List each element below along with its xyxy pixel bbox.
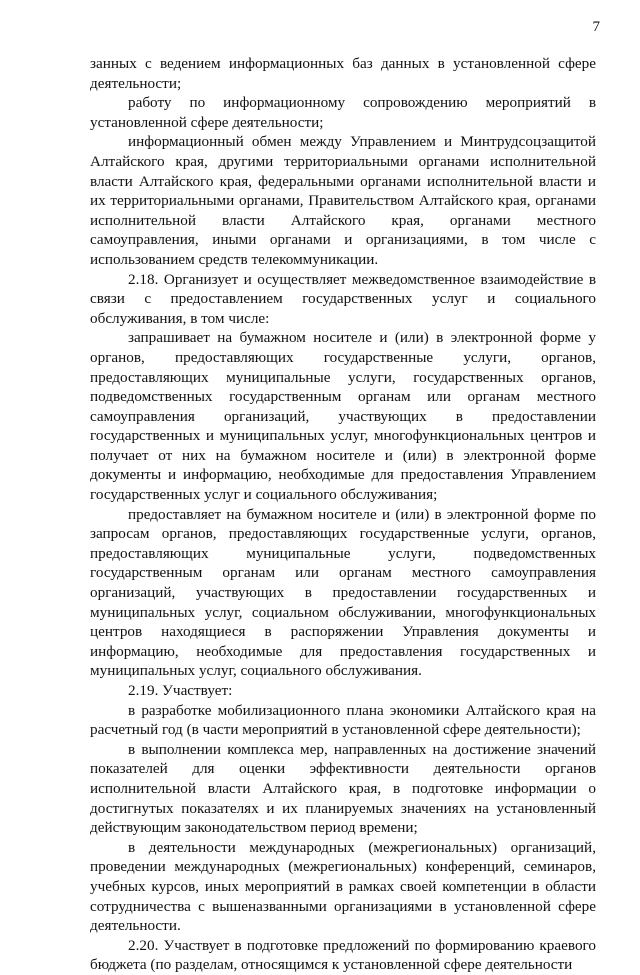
paragraph: информационный обмен между Управлением и Минтрудсоцзащитой Алтайского края, другими территориальными органами исполнительной власти Алтайского края, федеральными органами исполнительной власти и их территориальными органами, Правительством Алтайского края, органами исполнительной власти Алтайского края, органами местного самоуправления, иными органами и организациями, в том числе с использованием средств телекоммуникации. bbox=[90, 133, 596, 268]
paragraph: занных с ведением информационных баз данных в установленной сфере деятельности; bbox=[90, 55, 596, 92]
paragraph: 2.19. Участвует: bbox=[128, 682, 233, 699]
paragraph: 2.20. Участвует в подготовке предложений по формированию краевого бюджета (по разделам, относящимся к установленной сфере деятельности bbox=[90, 936, 596, 974]
page-number: 7 bbox=[592, 19, 600, 35]
document-body bbox=[90, 54, 596, 975]
paragraph: работу по информационному сопровождению мероприятий в установленной сфере деятельности; bbox=[90, 94, 596, 131]
paragraph: в деятельности международных (межрегиональных) организаций, проведении международных (межрегиональных) конференций, семинаров, учебных курсов, иных мероприятий в рамках своей компетенции в области сотрудничества с вышеназванными организациями в установленной сфере деятельности. bbox=[90, 838, 596, 935]
paragraph: запрашивает на бумажном носителе и (или) в электронной форме у органов, предоставляющих государственные услуги, органов, предоставляющих муниципальные услуги, государственных органов, подведомственных государственным органам или органам местного самоуправления организаций, участвующих в предоставлении государственных и муниципальных услуг, многофункциональных центров и получает от них на бумажном носителе и (или) в электронной форме документы и информацию, необходимые для предоставления Управлением государственных услуг и социального обслуживания; bbox=[90, 329, 596, 504]
paragraph: в разработке мобилизационного плана экономики Алтайского края на расчетный год (в части мероприятий в установленной сфере деятельности); bbox=[90, 701, 596, 739]
paragraph: предоставляет на бумажном носителе и (или) в электронной форме по запросам органов, предоставляющих государственные услуги, органов, предоставляющих муниципальные услуги, подведомственных государственным органам или органам местного самоуправления организаций, участвующих в предоставлении государственных и муниципальных услуг, социальном обслуживании, многофункциональных центров находящиеся в распоряжении Управления документы и информацию, необходимые для предоставления государственных и муниципальных услуг, социального обслуживания. bbox=[90, 505, 596, 680]
paragraph: 2.18. Организует и осуществляет межведомственное взаимодействие в связи с предоставлением государственных услуг и социального обслуживания, в том числе: bbox=[90, 270, 596, 327]
paragraph: в выполнении комплекса мер, направленных на достижение значений показателей для оценки эффективности деятельности органов исполнительной власти Алтайского края, в подготовке информации о достигнутых показателях и их планируемых значениях на установленный действующим законодательством период времени; bbox=[90, 740, 596, 837]
